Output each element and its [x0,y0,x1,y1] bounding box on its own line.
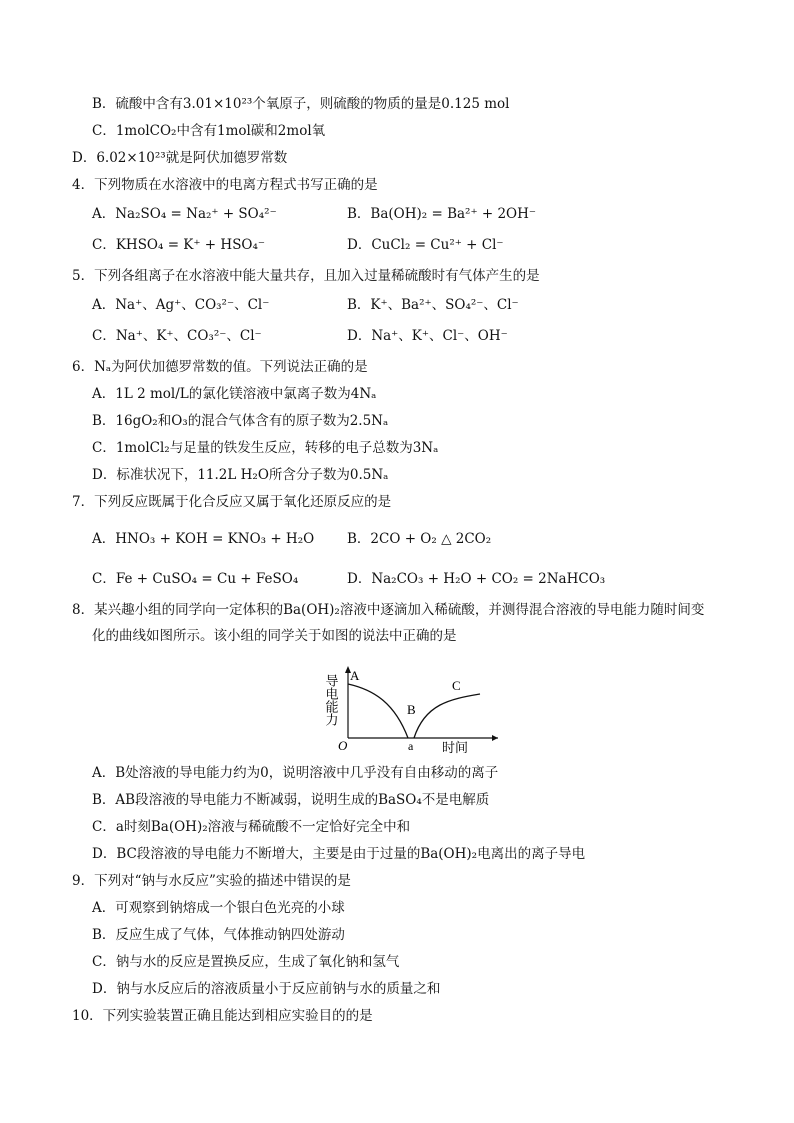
text-line-q5: 5．下列各组离子在水溶液中能大量共存，且加入过量稀硫酸时有气体产生的是 [72,268,540,284]
text-line-q9B: B．反应生成了气体，气体推动钠四处游动 [92,927,345,943]
text-line-q6d: D．标准状况下，11.2L H₂O所含分子数为0.5Nₐ [92,467,389,483]
text-line-q8A: A．B处溶液的导电能力约为0，说明溶液中几乎没有自由移动的离子 [92,765,499,781]
text-line-q4: 4．下列物质在水溶液中的电离方程式书写正确的是 [72,177,378,193]
curve-bc [414,694,480,738]
option-q7CD-right: D．Na₂CO₃ + H₂O + CO₂ = 2NaHCO₃ [347,571,606,587]
graph-svg [322,664,500,756]
text-line-q6a: A．1L 2 mol/L的氯化镁溶液中氯离子数为4Nₐ [92,386,377,402]
point-c-label: C [452,678,461,693]
text-line-l2: C．1molCO₂中含有1mol碳和2mol氧 [92,123,326,139]
x-axis-arrow [492,735,498,741]
option-q4AB-right: B．Ba(OH)₂ = Ba²⁺ + 2OH⁻ [347,206,537,222]
option-q4CD-right: D．CuCl₂ = Cu²⁺ + Cl⁻ [347,237,504,253]
point-b-label: B [407,702,416,717]
tick-a-label: a [408,739,414,753]
option-q4AB-left: A．Na₂SO₄ = Na₂⁺ + SO₄²⁻ [92,206,277,222]
text-line-q10: 10．下列实验装置正确且能达到相应实验目的的是 [72,1008,373,1024]
text-line-q8b: 化的曲线如图所示。该小组的同学关于如图的说法中正确的是 [92,628,457,644]
conductivity-graph [322,664,500,756]
option-q7AB-right: B．2CO + O₂ △ 2CO₂ [347,531,492,547]
option-q5CD-left: C．Na⁺、K⁺、CO₃²⁻、Cl⁻ [92,328,262,344]
x-axis-label: 时间 [442,741,469,756]
text-line-q6: 6．Nₐ为阿伏加德罗常数的值。下列说法正确的是 [72,359,368,375]
text-line-q8D: D．BC段溶液的导电能力不断增大，主要是由于过量的Ba(OH)₂电离出的离子导电 [92,846,586,862]
point-a-label: A [350,668,360,683]
text-line-q8B: B．AB段溶液的导电能力不断减弱，说明生成的BaSO₄不是电解质 [92,792,490,808]
text-line-q8: 8．某兴趣小组的同学向一定体积的Ba(OH)₂溶液中逐滴加入稀硫酸，并测得混合溶液的导电能力随时间变 [72,602,705,618]
option-q7CD-left: C．Fe + CuSO₄ = Cu + FeSO₄ [92,571,299,587]
text-line-q9D: D．钠与水反应后的溶液质量小于反应前钠与水的质量之和 [92,981,441,997]
text-line-q9A: A．可观察到钠熔成一个银白色光亮的小球 [92,900,345,916]
option-q5CD-right: D．Na⁺、K⁺、Cl⁻、OH⁻ [347,328,508,344]
option-q5AB-right: B．K⁺、Ba²⁺、SO₄²⁻、Cl⁻ [347,297,519,313]
text-line-q7: 7．下列反应既属于化合反应又属于氧化还原反应的是 [72,494,392,510]
option-q4CD-left: C．KHSO₄ = K⁺ + HSO₄⁻ [92,237,266,253]
text-line-q6b: B．16gO₂和O₃的混合气体含有的原子数为2.5Nₐ [92,413,389,429]
y-axis-label: 导电能力 [322,674,338,726]
text-line-q9: 9．下列对“钠与水反应”实验的描述中错误的是 [72,873,351,889]
option-q5AB-left: A．Na⁺、Ag⁺、CO₃²⁻、Cl⁻ [92,297,270,313]
curve-ab [348,684,408,738]
text-line-q8C: C．a时刻Ba(OH)₂溶液与稀硫酸不一定恰好完全中和 [92,819,411,835]
text-line-q6c: C．1molCl₂与足量的铁发生反应，转移的电子总数为3Nₐ [92,440,439,456]
text-line-q9C: C．钠与水的反应是置换反应，生成了氧化钠和氢气 [92,954,400,970]
text-line-l1: B．硫酸中含有3.01×10²³个氧原子，则硫酸的物质的量是0.125 mol [92,96,510,112]
option-q7AB-left: A．HNO₃ + KOH = KNO₃ + H₂O [92,531,315,547]
origin-label: O [338,738,348,753]
text-line-l3: D．6.02×10²³就是阿伏加德罗常数 [72,150,288,166]
